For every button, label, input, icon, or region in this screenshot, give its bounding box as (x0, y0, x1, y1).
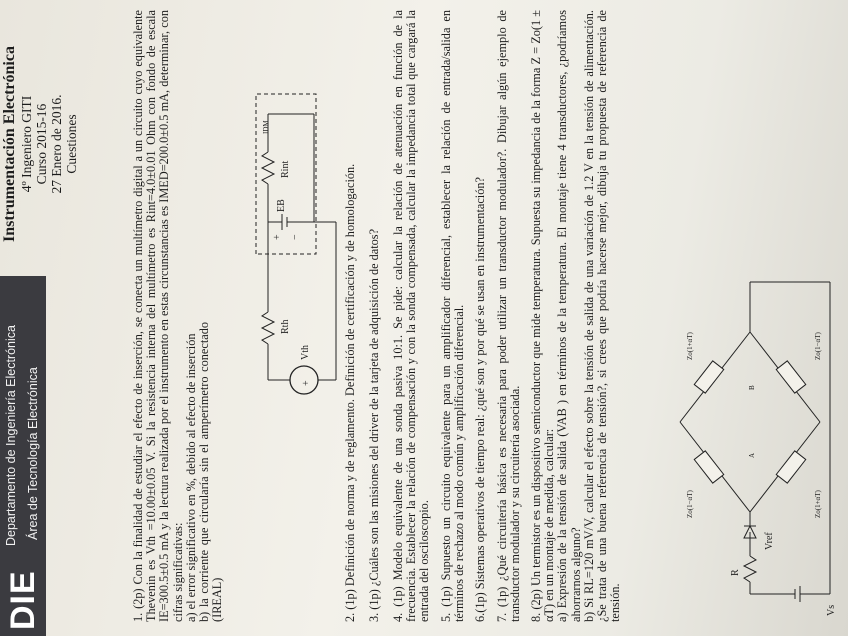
z2-label: Zo(1+αT) (814, 490, 822, 518)
question-6-text: 6.(1p) Sistemas operativos de tiempo real: ¿qué son y por qué se usan en instrumentación? (473, 177, 487, 622)
exam-year: Curso 2015-16 (34, 103, 49, 185)
exam-header (2, 14, 79, 274)
thevenin-circuit-diagram (254, 84, 344, 404)
eb-minus: − (290, 234, 301, 240)
eb-label: EB (276, 199, 287, 212)
question-5 (440, 10, 466, 622)
question-1b: b) la corriente que circularía sin el amperímetro conectado (IREAL) (197, 322, 225, 622)
idm-label: IDM (262, 120, 270, 134)
question-8a: a) Expresión de la tensión de salida (VAB ) en términos de la temperatura. El montaje tiene 4 transductores, ¿podríamos ahorrarnos alguno? (555, 10, 583, 622)
rint-label: Rint (280, 160, 291, 178)
question-8b: b) Si RL=120 mV/V, calcular el efecto sobre la tensión de salida de una variación de 1.2 V en la tensión de alimentación. ¿Se trata de una buena referencia de tensión?, si crees que podría hacerse mejor, dibuja tu propuesta de referencia de tensión. (581, 10, 623, 622)
question-3 (368, 10, 381, 622)
question-3-text: 3. (1p) ¿Cuáles son las misiones del driver de la tarjeta de adquisición de datos? (367, 228, 381, 622)
question-5-text: 5. (1p) Supuesto un circuito equivalente para un amplificador diferencial, establecer la relación de entrada/salida en términos de rechazo al modo común y amplificación diferencial. (439, 10, 467, 622)
die-logo: DIE (4, 570, 42, 630)
node-b-label: B (748, 385, 756, 390)
department-name: Departamento de Ingeniería Electrónica (4, 325, 18, 546)
node-a-label: A (748, 452, 756, 458)
question-7-text: 7. (1p) ¿Qué circuitería básica es necesaria para poder utilizar un transductor modulador?. Dibujar algún ejemplo de transductor modulador y su circuitería asociada. (495, 10, 523, 622)
z3-label: Zo(1+αT) (686, 332, 694, 360)
question-8 (530, 10, 622, 622)
department-banner (0, 276, 46, 636)
question-4-text: 4. (1p) Modelo equivalente de una sonda pasiva 10:1. Se pide: calcular la relación de atenuación en función de la frecuencia. Establecer la relación de compensación y con la sonda compensada, calcular la impedancia total que cargará la entrada del osciloscopio. (391, 10, 432, 622)
vs-label: Vs (826, 604, 837, 616)
exam-course: 4º Ingeniero GITI (19, 95, 34, 193)
rth-label: Rth (280, 319, 291, 334)
exam-type: Cuestiones (64, 114, 79, 174)
question-2-text: 2. (1p) Definición de norma y de reglamento. Definición de certificación y de homologación. (343, 163, 357, 622)
circuit-plus: + (301, 380, 312, 386)
area-name: Área de Tecnología Electrónica (26, 367, 40, 540)
exam-title: Instrumentación Electrónica (1, 46, 18, 242)
question-2 (344, 10, 357, 622)
question-4 (392, 10, 432, 622)
question-8-text: 8. (2p) Un termistor es un dispositivo semiconductor que mide temperatura. Supuesta su impedancia de la forma Z = Zo(1 ± αT) en un montaje de medida, calcular: (529, 10, 557, 622)
r-label: R (730, 569, 741, 576)
vth-label: Vth (300, 345, 311, 360)
vref-label: Vref (764, 532, 775, 550)
question-1 (132, 10, 224, 622)
z1-label: Zo(1−αT) (686, 490, 694, 518)
question-7 (496, 10, 522, 622)
question-1-text: 1. (2p) Con la finalidad de estudiar el efecto de inserción, se conecta un multímetro digital a un circuito cuyo equivalente Thevenin es Vth =10.00±0.05 V. Si la resistencia interna del multímetro es Rint=4.0±0.01 Ohm con fondo de escala IE=300.5±0.5 mA y la lectura realizada por el instrumento en estas circunstancias es IMED=200.0±0.5 mA, determinar, con cifras significativas: (131, 10, 185, 622)
eb-plus: + (272, 234, 283, 240)
question-1a: a) el error significativo en %, debido al efecto de inserción (183, 333, 198, 622)
z4-label: Zo(1−αT) (814, 332, 822, 360)
exam-date: 27 Enero de 2016. (49, 94, 64, 194)
wheatstone-bridge-diagram (650, 202, 840, 622)
question-6 (474, 10, 487, 622)
